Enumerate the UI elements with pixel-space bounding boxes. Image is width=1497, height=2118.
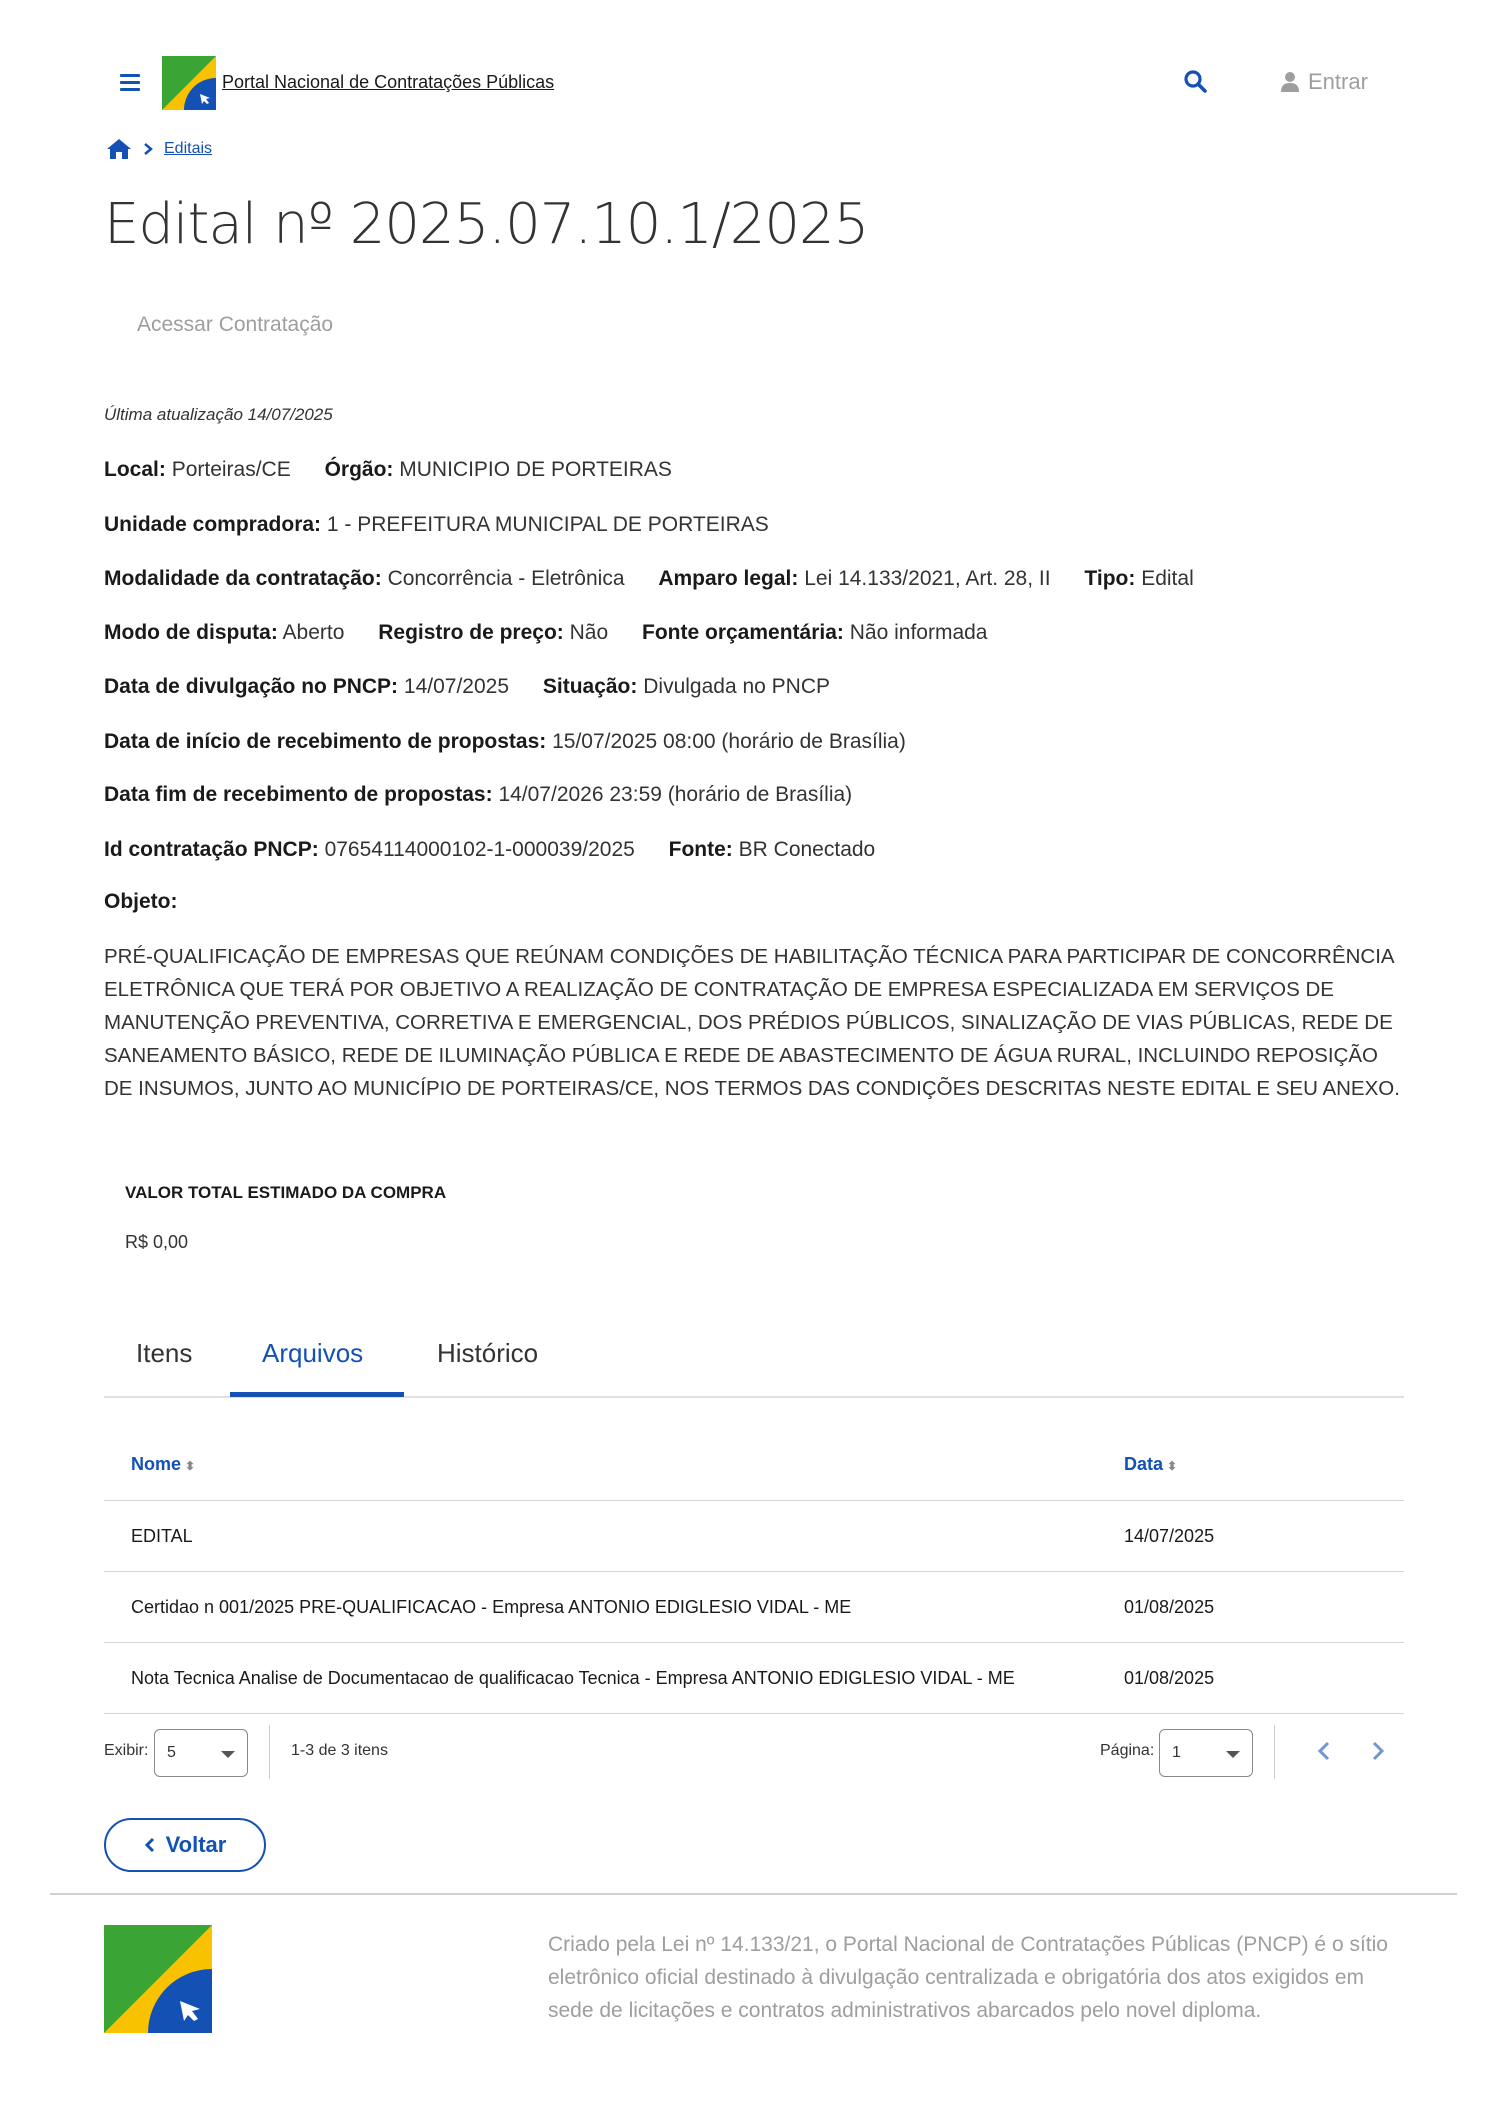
site-header [104, 52, 1404, 114]
info-objeto-label: Objeto: [104, 890, 178, 913]
info-divulgacao: Data de divulgação no PNCP: 14/07/2025 Situação: Divulgada no PNCP [104, 675, 830, 698]
login-button[interactable] [1280, 69, 1368, 95]
divider [269, 1725, 270, 1779]
active-tab-indicator [230, 1392, 404, 1397]
info-unidade: Unidade compradora: 1 - PREFEITURA MUNICIPAL DE PORTEIRAS [104, 513, 769, 536]
valor-total-label: VALOR TOTAL ESTIMADO DA COMPRA [125, 1183, 447, 1202]
valor-total-value: R$ 0,00 [125, 1232, 189, 1252]
sort-icon: ⬍ [185, 1459, 196, 1473]
home-icon[interactable] [106, 138, 132, 160]
pagination [104, 1725, 1404, 1781]
pagina-label: Página: [1100, 1742, 1155, 1759]
page-title: Edital nº 2025.07.10.1/2025 [104, 192, 869, 257]
chevron-down-icon [1226, 1751, 1240, 1758]
row-divider [104, 1571, 1404, 1572]
page-size-select[interactable]: 5 [154, 1729, 248, 1777]
info-fim-propostas: Data fim de recebimento de propostas: 14/07/2026 23:59 (horário de Brasília) [104, 783, 853, 806]
menu-icon[interactable] [120, 74, 140, 92]
column-header-data[interactable]: Data ⬍ [1124, 1454, 1178, 1474]
login-label: Entrar [1308, 69, 1368, 94]
tab-itens[interactable]: Itens [136, 1338, 193, 1368]
user-icon [1280, 71, 1300, 93]
breadcrumb-editais-link[interactable]: Editais [164, 140, 213, 157]
page-select[interactable]: 1 [1159, 1729, 1253, 1777]
column-header-nome[interactable]: Nome ⬍ [131, 1454, 196, 1474]
info-inicio-propostas: Data de início de recebimento de propostas: 15/07/2025 08:00 (horário de Brasília) [104, 730, 906, 753]
objeto-description: PRÉ-QUALIFICAÇÃO DE EMPRESAS QUE REÚNAM CONDIÇÕES DE HABILITAÇÃO TÉCNICA PARA PARTICIPAR DE CONCORRÊNCIA ELETRÔNICA QUE TERÁ POR OBJETIVO A REALIZAÇÃO DE CONTRATAÇÃO DE EMPRESA ESPECIALIZADA EM SERVIÇOS DE MANUTENÇÃO PREVENTIVA, CORRETIVA E EMERGENCIAL, DOS PRÉDIOS PÚBLICOS, SINALIZAÇÃO DE VIAS PÚBLICAS, REDE DE SANEAMENTO BÁSICO, REDE DE ILUMINAÇÃO PÚBLICA E REDE DE ABASTECIMENTO DE ÁGUA RURAL, INCLUINDO REPOSIÇÃO DE INSUMOS, JUNTO AO MUNICÍPIO DE PORTEIRAS/CE, NOS TERMOS DAS CONDIÇÕES DESCRITAS NESTE EDITAL E SEU ANEXO. [104, 945, 1400, 1100]
chevron-right-icon[interactable] [1370, 1739, 1386, 1763]
exibir-label: Exibir: [104, 1742, 149, 1759]
tab-arquivos[interactable]: Arquivos [262, 1338, 364, 1368]
footer-divider [50, 1893, 1457, 1895]
info-modo-disputa: Modo de disputa: Aberto Registro de preço: Não Fonte orçamentária: Não informada [104, 621, 988, 644]
table-row-nome[interactable]: Certidao n 001/2025 PRE-QUALIFICACAO - Empresa ANTONIO EDIGLESIO VIDAL - ME [131, 1597, 852, 1617]
portal-logo[interactable] [162, 56, 216, 110]
back-button[interactable] [104, 1818, 266, 1872]
back-label: Voltar [165, 1832, 227, 1857]
breadcrumb [106, 138, 212, 160]
row-divider [104, 1500, 1404, 1501]
info-local-orgao: Local: Porteiras/CE Órgão: MUNICIPIO DE PORTEIRAS [104, 458, 672, 481]
tab-historico[interactable]: Histórico [437, 1338, 539, 1368]
table-row-data: 01/08/2025 [1124, 1597, 1215, 1617]
access-contratacao-link[interactable]: Acessar Contratação [137, 313, 334, 336]
divider [1274, 1725, 1275, 1779]
tabs [104, 1318, 1404, 1398]
range-text: 1-3 de 3 itens [291, 1742, 388, 1759]
row-divider [104, 1713, 1404, 1714]
last-update: Última atualização 14/07/2025 [104, 405, 333, 424]
chevron-down-icon [221, 1751, 235, 1758]
footer-portal-logo [104, 1925, 212, 2033]
info-id-contratacao: Id contratação PNCP: 07654114000102-1-000039/2025 Fonte: BR Conectado [104, 838, 876, 861]
table-row-data: 14/07/2025 [1124, 1526, 1215, 1546]
portal-home-link[interactable]: Portal Nacional de Contratações Públicas [222, 72, 555, 92]
table-row-nome[interactable]: Nota Tecnica Analise de Documentacao de qualificacao Tecnica - Empresa ANTONIO EDIGLESIO VIDAL - ME [131, 1668, 1015, 1688]
sort-icon: ⬍ [1167, 1459, 1178, 1473]
table-row-nome[interactable]: EDITAL [131, 1526, 193, 1546]
row-divider [104, 1642, 1404, 1643]
chevron-right-icon [142, 142, 154, 156]
footer-description: Criado pela Lei nº 14.133/21, o Portal Nacional de Contratações Públicas (PNCP) é o sítio eletrônico oficial destinado à divulgação centralizada e obrigatória dos atos exigidos em sede de licitações e contratos administrativos abarcados pelo novel diploma. [548, 1933, 1388, 2022]
chevron-left-icon [144, 1837, 156, 1853]
info-modalidade: Modalidade da contratação: Concorrência - Eletrônica Amparo legal: Lei 14.133/2021, Art. 28, II Tipo: Edital [104, 567, 1194, 590]
table-row-data: 01/08/2025 [1124, 1668, 1215, 1688]
search-icon[interactable] [1182, 68, 1210, 96]
chevron-left-icon[interactable] [1316, 1739, 1332, 1763]
